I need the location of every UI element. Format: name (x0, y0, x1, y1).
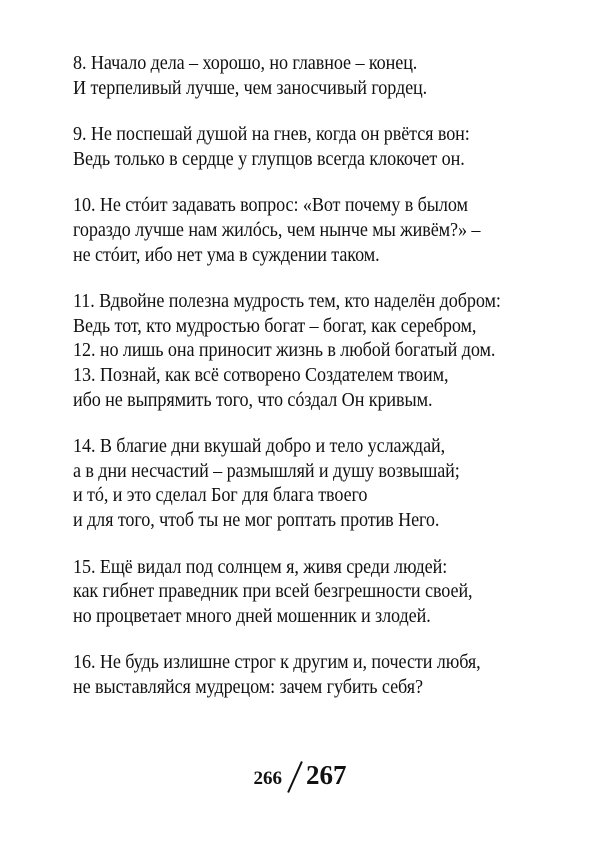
verse-line: Ведь тот, кто мудростью богат – богат, как серебром, (73, 315, 477, 337)
verse-line: не стóит, ибо нет ума в суждении таком. (73, 244, 380, 266)
verse-line: 10. Не стóит задавать вопрос: «Вот почему в былом (73, 195, 468, 217)
verse-line: и тó, и это сделал Бог для блага твоего (73, 485, 368, 507)
verse-line: И терпеливый лучше, чем заносчивый гордец. (73, 77, 428, 99)
stanza-9 (73, 123, 553, 172)
verse-line: 11. Вдвойне полезна мудрость тем, кто наделён добром: (73, 291, 501, 313)
page-number-footer (0, 760, 600, 794)
page-number-right: 267 (306, 760, 347, 790)
stanza-15 (73, 556, 553, 630)
stanza-11-13 (73, 290, 553, 413)
verse-line: 12. но лишь она приносит жизнь в любой богатый дом. (73, 340, 496, 362)
stanza-10 (73, 194, 553, 268)
slash-divider (287, 761, 303, 793)
verse-line: гораздо лучше нам жилóсь, чем нынче мы живём?» – (73, 219, 481, 241)
poem-body (73, 52, 553, 700)
stanza-14 (73, 435, 553, 533)
verse-line: 13. Познай, как всё сотворено Создателем твоим, (73, 364, 449, 386)
page-number-left: 266 (253, 768, 282, 789)
verse-line: но процветает много дней мошенник и злодей. (73, 605, 431, 627)
stanza-16 (73, 651, 553, 700)
verse-line: 14. В благие дни вкушай добро и тело услаждай, (73, 436, 446, 458)
verse-line: ибо не выпрямить того, что сóздал Он кривым. (73, 389, 433, 411)
verse-line: Ведь только в сердце у глупцов всегда клокочет он. (73, 148, 465, 170)
verse-line: 9. Не поспешай душой на гнев, когда он рвётся вон: (73, 124, 470, 146)
verse-line: 16. Не будь излишне строг к другим и, почести любя, (73, 652, 481, 674)
verse-line: а в дни несчастий – размышляй и душу возвышай; (73, 460, 460, 482)
stanza-8 (73, 52, 553, 101)
verse-line: 8. Начало дела – хорошо, но главное – конец. (73, 53, 418, 74)
verse-line: 15. Ещё видал под солнцем я, живя среди людей: (73, 556, 448, 578)
verse-line: и для того, чтоб ты не мог роптать против Него. (73, 509, 440, 531)
verse-line: как гибнет праведник при всей безгрешности своей, (73, 581, 473, 603)
verse-line: не выставляйся мудрецом: зачем губить себя? (73, 676, 423, 698)
